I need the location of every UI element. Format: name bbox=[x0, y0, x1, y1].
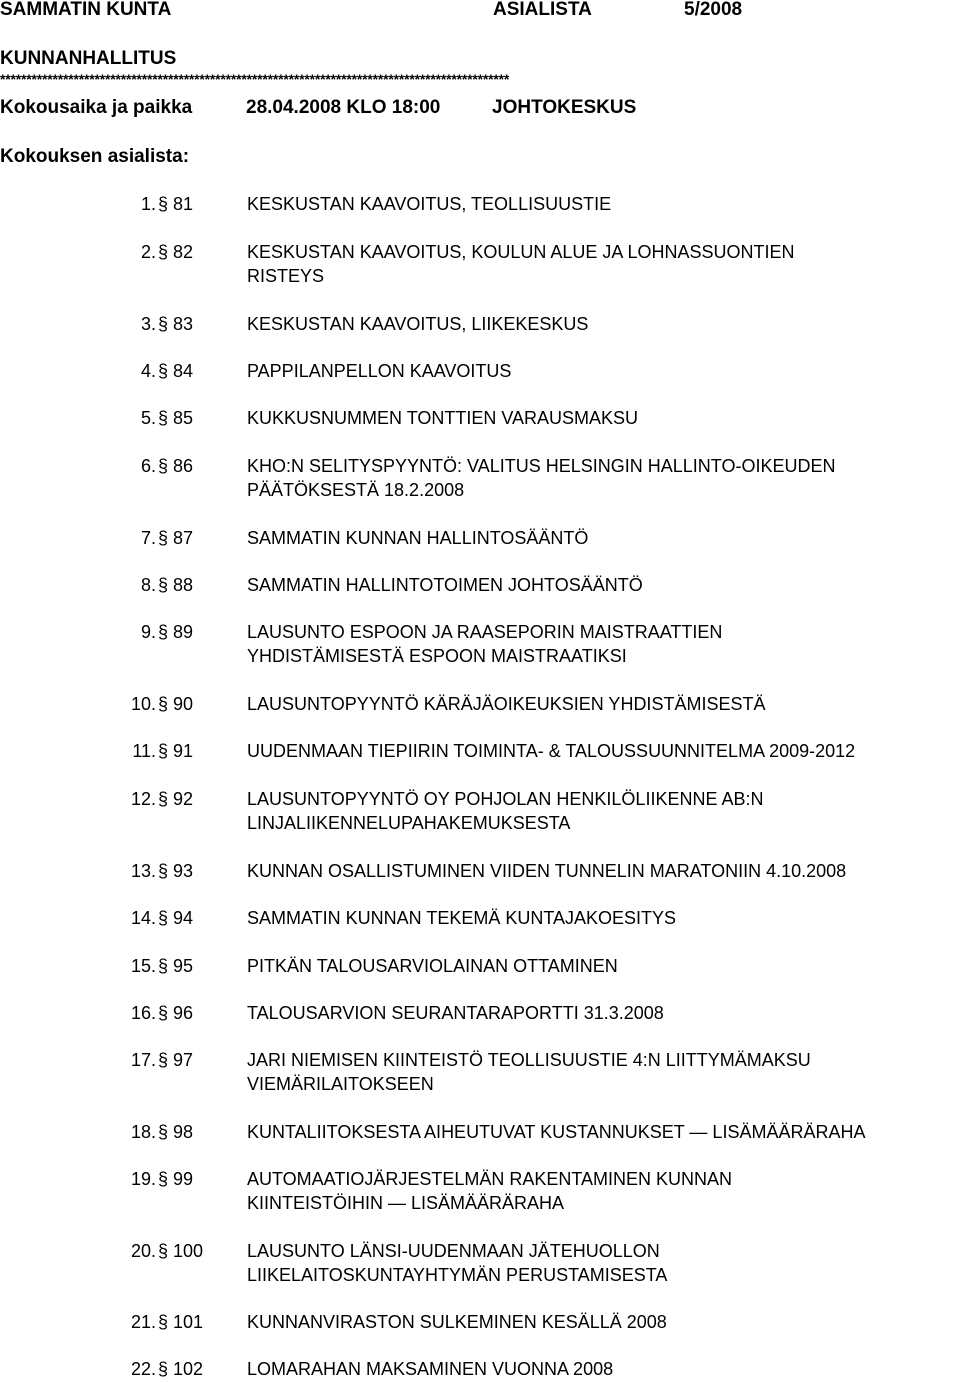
document-type: ASIALISTA bbox=[493, 0, 592, 20]
agenda-item-title-line: YHDISTÄMISESTÄ ESPOON MAISTRAATIKSI bbox=[247, 646, 627, 666]
agenda-item-title bbox=[247, 1120, 960, 1144]
agenda-item-title-line: KIINTEISTÖIHIN — LISÄMÄÄRÄRAHA bbox=[247, 1193, 565, 1213]
agenda-item-title-line: KUKKUSNUMMEN TONTTIEN VARAUSMAKSU bbox=[247, 408, 639, 428]
agenda-item-section: § 88 bbox=[158, 575, 194, 595]
agenda-item-section: § 98 bbox=[158, 1122, 194, 1142]
agenda-item-number: 8. bbox=[140, 575, 156, 595]
agenda-item-section: § 86 bbox=[158, 456, 194, 476]
agenda-item-title bbox=[247, 620, 960, 668]
agenda-item-title bbox=[247, 454, 960, 502]
agenda-item-section: § 91 bbox=[158, 741, 194, 761]
agenda-item-title-line: PAPPILANPELLON KAAVOITUS bbox=[247, 361, 512, 381]
agenda-item-section: § 99 bbox=[158, 1169, 194, 1189]
agenda-item-title bbox=[247, 240, 960, 288]
agenda-item-title-line: KESKUSTAN KAAVOITUS, LIIKEKESKUS bbox=[247, 314, 589, 334]
agenda-item-title-line: PITKÄN TALOUSARVIOLAINAN OTTAMINEN bbox=[247, 956, 618, 976]
agenda-item-number: 6. bbox=[140, 456, 156, 476]
agenda-item-title-line: LAUSUNTOPYYNTÖ OY POHJOLAN HENKILÖLIIKENNE AB:N bbox=[247, 789, 764, 809]
agenda-item-section: § 95 bbox=[158, 956, 194, 976]
agenda-item-title bbox=[247, 954, 960, 978]
agenda-item-section: § 84 bbox=[158, 361, 194, 381]
meeting-place: JOHTOKESKUS bbox=[492, 97, 637, 118]
agenda-item-title bbox=[247, 1310, 960, 1334]
agenda-item-number: 17. bbox=[130, 1050, 156, 1070]
separator-line: ************************************************************************************************* bbox=[0, 71, 510, 87]
agenda-item-title-line: SAMMATIN HALLINTOTOIMEN JOHTOSÄÄNTÖ bbox=[247, 575, 643, 595]
agenda-item-title-line: KESKUSTAN KAAVOITUS, TEOLLISUUSTIE bbox=[247, 194, 612, 214]
agenda-item-number: 7. bbox=[140, 528, 156, 548]
governing-body: KUNNANHALLITUS bbox=[0, 48, 177, 69]
agenda-item-title bbox=[247, 906, 960, 930]
agenda-item-number: 16. bbox=[130, 1003, 156, 1023]
meeting-label: Kokousaika ja paikka bbox=[0, 97, 193, 118]
agenda-item-number: 10. bbox=[130, 694, 156, 714]
agenda-item-number: 1. bbox=[140, 194, 156, 214]
agenda-item-title-line: LAUSUNTO ESPOON JA RAASEPORIN MAISTRAATTIEN bbox=[247, 622, 723, 642]
agenda-item-title bbox=[247, 739, 960, 763]
agenda-item-title-line: VIEMÄRILAITOKSEEN bbox=[247, 1074, 434, 1094]
agenda-item-title bbox=[247, 1048, 960, 1096]
agenda-item-number: 20. bbox=[130, 1241, 156, 1261]
agenda-item-number: 4. bbox=[140, 361, 156, 381]
agenda-item-section: § 92 bbox=[158, 789, 194, 809]
agenda-item-title-line: KHO:N SELITYSPYYNTÖ: VALITUS HELSINGIN HALLINTO-OIKEUDEN bbox=[247, 456, 836, 476]
agenda-item-title bbox=[247, 406, 960, 430]
agenda-item-section: § 97 bbox=[158, 1050, 194, 1070]
meeting-datetime: 28.04.2008 KLO 18:00 bbox=[246, 97, 441, 118]
agenda-item-number: 22. bbox=[130, 1359, 156, 1379]
agenda-item-number: 15. bbox=[130, 956, 156, 976]
agenda-item-number: 9. bbox=[140, 622, 156, 642]
agenda-item-number: 2. bbox=[140, 242, 156, 262]
agenda-item-title-line: LAUSUNTOPYYNTÖ KÄRÄJÄOIKEUKSIEN YHDISTÄMISESTÄ bbox=[247, 694, 766, 714]
agenda-item-number: 5. bbox=[140, 408, 156, 428]
agenda-item-title bbox=[247, 692, 960, 716]
agenda-item-section: § 87 bbox=[158, 528, 194, 548]
agenda-item-title-line: AUTOMAATIOJÄRJESTELMÄN RAKENTAMINEN KUNNAN bbox=[247, 1169, 733, 1189]
agenda-item-section: § 83 bbox=[158, 314, 194, 334]
agenda-item-number: 14. bbox=[130, 908, 156, 928]
agenda-item-title bbox=[247, 1001, 960, 1025]
agenda-item-title-line: SAMMATIN KUNNAN TEKEMÄ KUNTAJAKOESITYS bbox=[247, 908, 677, 928]
agenda-item-title-line: UUDENMAAN TIEPIIRIN TOIMINTA- & TALOUSSUUNNITELMA 2009-2012 bbox=[247, 741, 856, 761]
agenda-item-number: 19. bbox=[130, 1169, 156, 1189]
agenda-item-title-line: LOMARAHAN MAKSAMINEN VUONNA 2008 bbox=[247, 1359, 614, 1379]
agenda-item-title-line: SAMMATIN KUNNAN HALLINTOSÄÄNTÖ bbox=[247, 528, 589, 548]
agenda-item-title-line: JARI NIEMISEN KIINTEISTÖ TEOLLISUUSTIE 4:N LIITTYMÄMAKSU bbox=[247, 1050, 811, 1070]
agenda-item-title bbox=[247, 1357, 960, 1381]
agenda-item-section: § 82 bbox=[158, 242, 194, 262]
agenda-item-section: § 101 bbox=[158, 1312, 204, 1332]
agenda-item-title bbox=[247, 1167, 960, 1215]
agenda-item-section: § 94 bbox=[158, 908, 194, 928]
agenda-item-title-line: RISTEYS bbox=[247, 266, 325, 286]
agenda-item-title-line: PÄÄTÖKSESTÄ 18.2.2008 bbox=[247, 480, 465, 500]
agenda-item-section: § 81 bbox=[158, 194, 194, 214]
agenda-item-section: § 100 bbox=[158, 1241, 204, 1261]
municipality-name: SAMMATIN KUNTA bbox=[0, 0, 172, 20]
agenda-item-number: 21. bbox=[130, 1312, 156, 1332]
agenda-item-section: § 93 bbox=[158, 861, 194, 881]
agenda-item-title bbox=[247, 312, 960, 336]
agenda-item-number: 12. bbox=[130, 789, 156, 809]
agenda-item-title-line: LAUSUNTO LÄNSI-UUDENMAAN JÄTEHUOLLON bbox=[247, 1241, 660, 1261]
agenda-item-title bbox=[247, 526, 960, 550]
agenda-item-title-line: KESKUSTAN KAAVOITUS, KOULUN ALUE JA LOHNASSUONTIEN bbox=[247, 242, 795, 262]
document-number: 5/2008 bbox=[684, 0, 743, 20]
agenda-item-section: § 96 bbox=[158, 1003, 194, 1023]
agenda-item-title bbox=[247, 192, 960, 216]
agenda-item-title-line: TALOUSARVION SEURANTARAPORTTI 31.3.2008 bbox=[247, 1003, 664, 1023]
agenda-item-title-line: KUNTALIITOKSESTA AIHEUTUVAT KUSTANNUKSET — LISÄMÄÄRÄRAHA bbox=[247, 1122, 866, 1142]
agenda-item-title-line: KUNNANVIRASTON SULKEMINEN KESÄLLÄ 2008 bbox=[247, 1312, 667, 1332]
agenda-item-section: § 89 bbox=[158, 622, 194, 642]
agenda-item-section: § 102 bbox=[158, 1359, 204, 1379]
agenda-item-title-line: KUNNAN OSALLISTUMINEN VIIDEN TUNNELIN MARATONIIN 4.10.2008 bbox=[247, 861, 847, 881]
agenda-item-title bbox=[247, 359, 960, 383]
agenda-item-number: 18. bbox=[130, 1122, 156, 1142]
agenda-item-title bbox=[247, 573, 960, 597]
agenda-item-number: 11. bbox=[132, 741, 156, 761]
agenda-item-title bbox=[247, 1239, 960, 1287]
agenda-item-title-line: LINJALIIKENNELUPAHAKEMUKSESTA bbox=[247, 813, 571, 833]
agenda-item-number: 13. bbox=[130, 861, 156, 881]
agenda-item-number: 3. bbox=[140, 314, 156, 334]
agenda-item-title bbox=[247, 787, 960, 835]
agenda-item-title bbox=[247, 859, 960, 883]
agenda-item-section: § 90 bbox=[158, 694, 194, 714]
agenda-item-section: § 85 bbox=[158, 408, 194, 428]
agenda-label: Kokouksen asialista: bbox=[0, 146, 190, 167]
agenda-item-title-line: LIIKELAITOSKUNTAYHTYMÄN PERUSTAMISESTA bbox=[247, 1265, 668, 1285]
